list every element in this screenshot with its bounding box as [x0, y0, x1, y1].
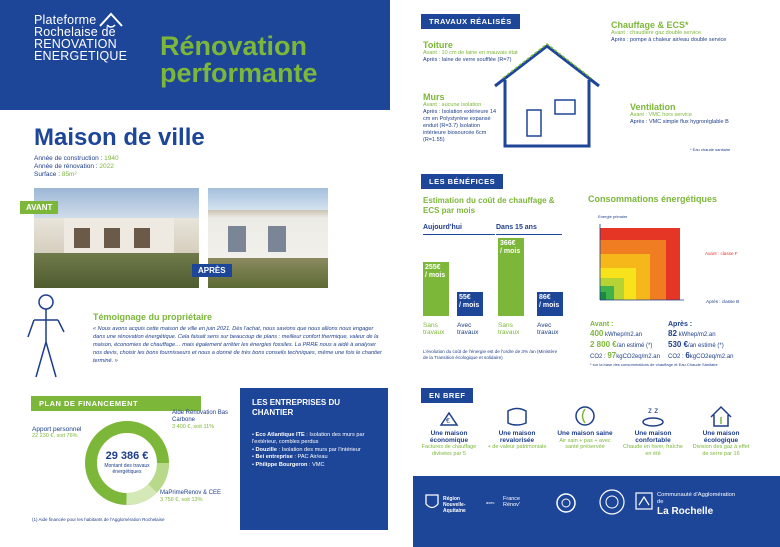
works-murs: Murs Avant : aucune isolation Après : Isolation extérieure 14 cm en Polystyrène expansé enduit (R=3.7) Isolation intérieure biosourcée 6cm (R=1.55) [423, 92, 497, 143]
bref-item: € Une maison économique Factures de chauffage divisées par 5 [418, 403, 480, 457]
companies-list [252, 432, 380, 469]
title-line: Rénovation [160, 31, 308, 61]
cost-note: L'évolution du coût de l'énergie est de l'ordre de 3% /an (Ministère de la Transition écologique et solidaire) [423, 349, 558, 360]
cost-bar: 55€ / mois [457, 292, 483, 316]
after-tag: APRÈS [192, 264, 232, 277]
company-item: • Douzille : Isolation des murs par l'intérieur [252, 446, 361, 453]
house-info: Année de construction : 1940 Année de rénovation : 2022 Surface : 85m² [34, 155, 119, 178]
company-item: • Eco Atlantique ITE : Isolation des murs par l'extérieur, combles perdus [252, 432, 365, 446]
house-title: Maison de ville [34, 124, 205, 151]
france-renov-logo: France Rénov' [503, 496, 521, 508]
works-chauffage: Chauffage & ECS* Avant : chaudière gaz double service Après : pompe à chaleur air/eau double service [611, 20, 727, 43]
revalue-icon [504, 403, 530, 429]
works-note: * Eau chaude sanitaire [690, 147, 731, 152]
page-title [160, 33, 318, 87]
in15-label: Dans 15 ans [496, 224, 537, 231]
ecology-icon [708, 403, 734, 429]
works-ventilation: Ventilation Avant : VMC hors service Après : VMC simple flux hygroréglable B [630, 102, 729, 125]
after-class: Après : classe B [706, 299, 740, 304]
bref-item: z z Une maison confortable Chaude en hiver, fraîche en été [622, 403, 684, 457]
agglo-logo-icon [635, 492, 653, 510]
works-toiture: Toiture Avant : 10 cm de laine en mauvais état Après : laine de verre soufflée (R=7) [423, 40, 518, 63]
aide-block: Aide Rénovation Bas Carbone 3 400 €, soit 11% [172, 410, 229, 430]
before-tag: AVANT [20, 201, 58, 214]
cons-apres: Après : 82 kWhep/m2.an 530 €/an estimé (*) CO2 : 6kgCO2eq/m2.an [668, 321, 734, 360]
financing-total: 29 386 € [105, 450, 149, 462]
footer-band [413, 476, 780, 547]
bar-label: Sans travaux [498, 322, 520, 336]
energy-class-chart [592, 220, 687, 305]
company-item: • Bei entreprise : PAC Air/eau [252, 454, 328, 461]
agglo-label: Communauté d'Agglomération de La Rochelle [657, 492, 736, 517]
bref-header: EN BREF [421, 388, 473, 403]
owner-figure-icon [18, 292, 74, 382]
testimony-text: « Nous avons acquis cette maison de ville en juin 2021. Dès l'achat, nous savions que nous allions nous engager dans une rénovation énergétique. Cela faisait sens sur beaucoup de plans : meilleur confort thermique, valeur de la maison, économies de chauffage… mais également arrêter les énergies fossiles. La PRRE nous a aidé à analyser nos devis, choisir les bons fournisseurs et nous a donné de très bons conseils techniques, même une fois le chantier terminé. » [93, 326, 382, 364]
cons-ylabel: Energie primaire [598, 214, 628, 219]
city-seal-icon [598, 488, 626, 516]
region-shield-icon [425, 494, 439, 512]
cons-avant: Avant : 400 kWhep/m2.an 2 800 €/an estimé (*) CO2 : 97kgCO2eq/m2.an [590, 321, 660, 360]
before-photo [34, 188, 199, 288]
companies-header: LES ENTREPRISES DU CHANTIER [252, 398, 341, 417]
svg-text:z z: z z [648, 406, 659, 415]
health-icon [572, 403, 598, 429]
cost-bar: 255€ / mois [423, 262, 449, 316]
bar-label: Avec travaux [457, 322, 479, 336]
cost-title: Estimation du coût de chauffage & ECS par mois [423, 196, 555, 215]
divider [423, 234, 495, 235]
avec-label: avec [486, 500, 495, 505]
brand-line: Rochelaise de [34, 25, 116, 39]
testimony-title: Témoignage du propriétaire [93, 312, 213, 322]
cons-title: Consommations énergétiques [588, 194, 718, 204]
region-label: Région Nouvelle-Aquitaine [443, 496, 466, 514]
comfort-icon [640, 403, 666, 429]
bref-item: Une maison saine Air sain + pas + avec santé préservée [554, 403, 616, 451]
cost-bar: 86€ / mois [537, 292, 563, 316]
cost-bars [423, 236, 563, 316]
brand-line: ENERGETIQUE [34, 49, 128, 63]
class-a [600, 292, 606, 300]
today-label: Aujourd'hui [423, 224, 462, 231]
financing-note: (1) Aide financée pour les habitants de l'Agglomération Rochelaise [32, 517, 165, 522]
financing-total-label: Montant des travaux énergétiques [104, 463, 150, 475]
mpr-block: MaPrimeRenov & CEE 3 756 €, soit 13% [160, 490, 222, 503]
divider [496, 234, 562, 235]
companies-panel [240, 388, 388, 530]
works-header: TRAVAUX RÉALISÉS [421, 14, 520, 29]
brand-line: Plateforme [34, 13, 97, 27]
benefits-header: LES BÉNÉFICES [421, 174, 503, 189]
apport-block: Apport personnel 22 230 €, soit 76% [32, 426, 82, 439]
bref-item: Une maison écologique Division des gaz à effet de serre par 16 [690, 403, 752, 457]
cost-bar: 366€ / mois [498, 238, 524, 316]
bar-label: Avec travaux [537, 322, 559, 336]
financing-header: PLAN DE FINANCEMENT [31, 396, 201, 411]
bref-item: Une maison revalorisée + de valeur patrimoniale [486, 403, 548, 451]
company-item: • Philippe Bourgeron : VMC [252, 461, 325, 468]
cons-note: * sur la base des consommations de chauffage et Eau Chaude Sanitaire [590, 362, 718, 367]
roof-logo-icon [98, 10, 124, 32]
partner-circle-logo-icon [555, 492, 577, 514]
svg-text:€: € [446, 418, 450, 425]
before-class: Avant : classe F [705, 251, 738, 256]
bar-label: Sans travaux [423, 322, 445, 336]
brand-line: RENOVATION [34, 37, 117, 51]
title-line: performante [160, 58, 318, 88]
economy-icon [436, 403, 462, 429]
